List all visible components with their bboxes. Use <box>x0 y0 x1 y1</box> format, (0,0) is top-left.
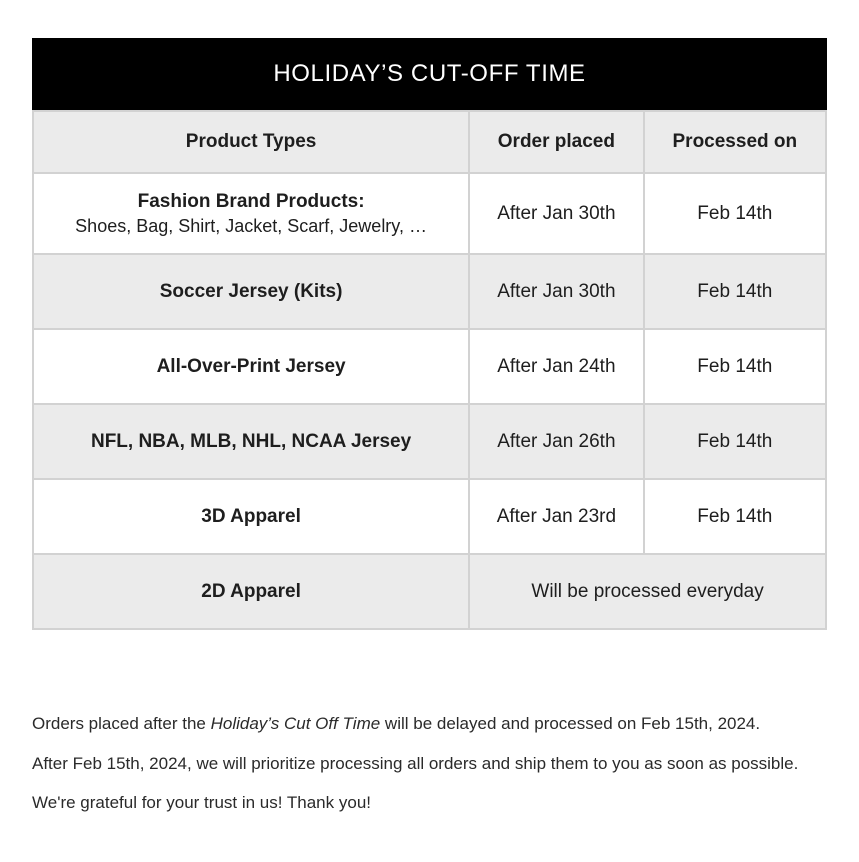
column-header-processed-on: Processed on <box>644 111 826 173</box>
table-row-soccer-jersey <box>33 254 826 329</box>
cutoff-table <box>32 110 827 630</box>
table-row-league-jersey <box>33 404 826 479</box>
processed-on-cell: Feb 14th <box>644 329 826 404</box>
product-name: Fashion Brand Products: <box>137 190 365 212</box>
processed-on-cell: Feb 14th <box>644 479 826 554</box>
table-title-banner <box>32 38 827 110</box>
table-row-3d-apparel <box>33 479 826 554</box>
order-placed-cell: After Jan 23rd <box>469 479 643 554</box>
column-header-product-types: Product Types <box>33 111 469 173</box>
product-cell: 3D Apparel <box>33 479 469 554</box>
holiday-cutoff-italic: Holiday’s Cut Off Time <box>210 714 381 733</box>
table-row-all-over-print <box>33 329 826 404</box>
note-line-1 <box>32 714 827 735</box>
product-subtitle: Shoes, Bag, Shirt, Jacket, Scarf, Jewelry, … <box>75 215 427 236</box>
product-cell: 2D Apparel <box>33 554 469 629</box>
product-cell <box>33 173 469 254</box>
page-title: HOLIDAY’S CUT-OFF TIME <box>273 60 586 87</box>
table-row-2d-apparel <box>33 554 826 629</box>
note-line-3: We're grateful for your trust in us! Thank you! <box>32 793 371 813</box>
order-placed-cell: After Jan 26th <box>469 404 643 479</box>
note-line-1-prefix: Orders placed after the <box>32 714 211 733</box>
product-cell: Soccer Jersey (Kits) <box>33 254 469 329</box>
table-header-row <box>33 111 826 173</box>
order-placed-cell: After Jan 30th <box>469 173 643 254</box>
order-placed-cell: After Jan 24th <box>469 329 643 404</box>
note-line-1-suffix: will be delayed and processed on Feb 15th, 2024. <box>380 714 761 733</box>
column-header-order-placed: Order placed <box>469 111 643 173</box>
processed-on-cell: Feb 14th <box>644 404 826 479</box>
note-line-2: After Feb 15th, 2024, we will prioritize processing all orders and ship them to you as soon as possible. <box>32 753 799 773</box>
table-row-fashion-brand <box>33 173 826 254</box>
product-cell: All-Over-Print Jersey <box>33 329 469 404</box>
product-cell: NFL, NBA, MLB, NHL, NCAA Jersey <box>33 404 469 479</box>
order-placed-cell: After Jan 30th <box>469 254 643 329</box>
processed-on-cell: Feb 14th <box>644 254 826 329</box>
footer-notes <box>32 714 827 814</box>
merged-processing-cell: Will be processed everyday <box>469 554 826 629</box>
processed-on-cell: Feb 14th <box>644 173 826 254</box>
